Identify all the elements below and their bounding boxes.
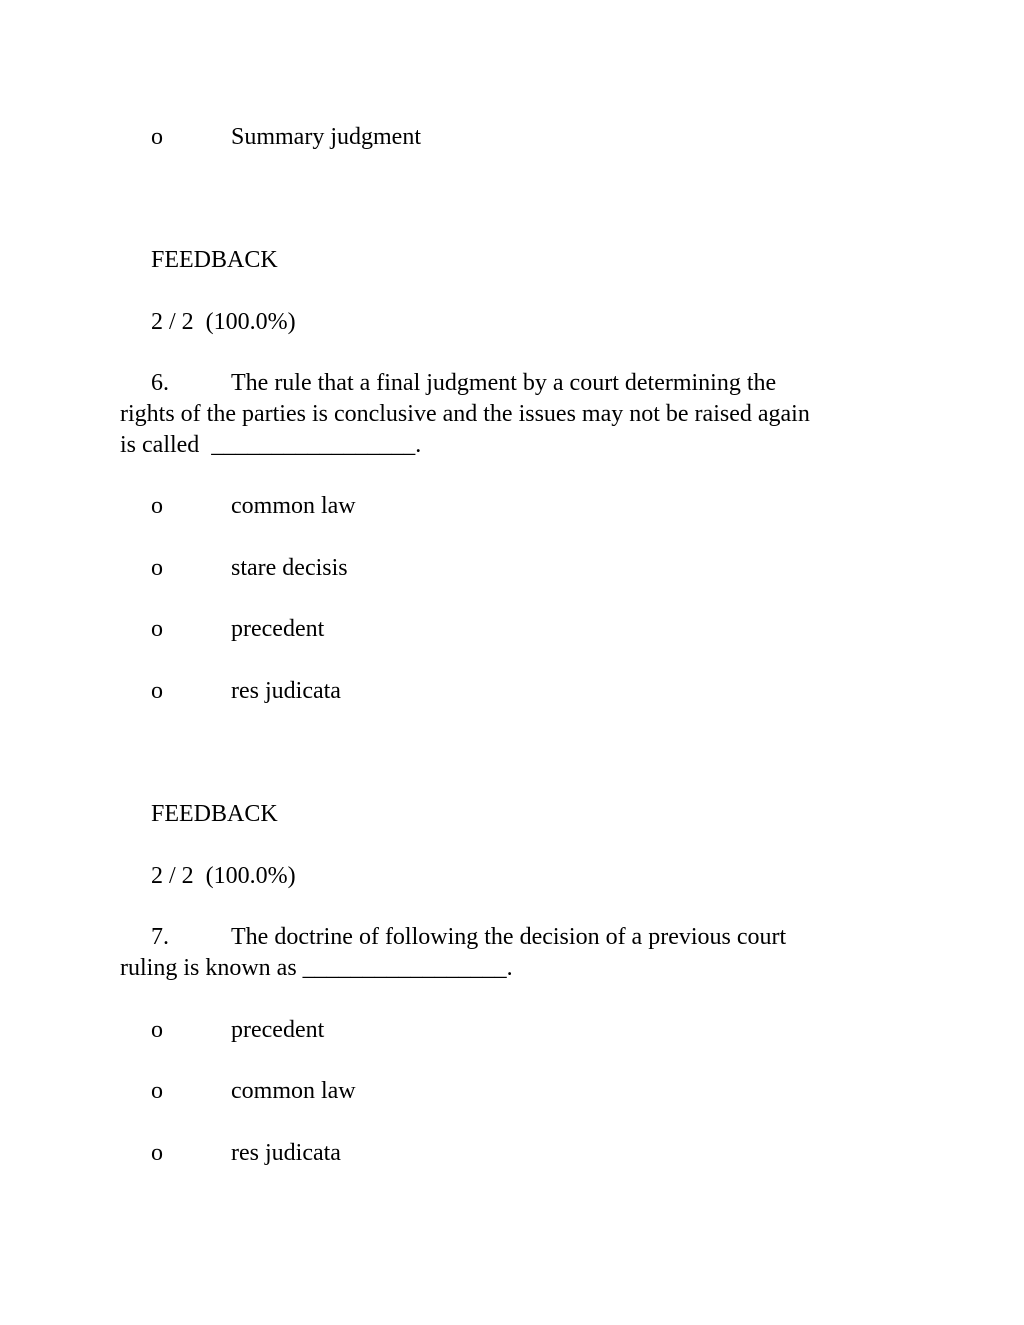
question-text-line: The doctrine of following the decision of a previous court bbox=[231, 924, 787, 950]
option-label: Summary judgment bbox=[231, 124, 421, 150]
option-bullet: o bbox=[151, 124, 163, 150]
option-label: res judicata bbox=[231, 1140, 341, 1166]
option-label: common law bbox=[231, 493, 356, 519]
option-bullet: o bbox=[151, 1017, 163, 1043]
question-text-line: The rule that a final judgment by a court determining the bbox=[231, 370, 777, 396]
feedback-heading: FEEDBACK bbox=[151, 801, 278, 827]
question-text-line: rights of the parties is conclusive and the issues may not be raised again bbox=[120, 401, 810, 427]
option-label: res judicata bbox=[231, 678, 341, 704]
option-bullet: o bbox=[151, 678, 163, 704]
option-label: stare decisis bbox=[231, 555, 348, 581]
question-number: 6. bbox=[151, 370, 169, 396]
question-number: 7. bbox=[151, 924, 169, 950]
option-bullet: o bbox=[151, 616, 163, 642]
option-bullet: o bbox=[151, 555, 163, 581]
feedback-score: 2 / 2 (100.0%) bbox=[151, 309, 296, 335]
feedback-heading: FEEDBACK bbox=[151, 247, 278, 273]
option-bullet: o bbox=[151, 1140, 163, 1166]
option-bullet: o bbox=[151, 1078, 163, 1104]
option-bullet: o bbox=[151, 493, 163, 519]
option-label: precedent bbox=[231, 1017, 325, 1043]
option-label: common law bbox=[231, 1078, 356, 1104]
question-text-line: is called _________________. bbox=[120, 432, 422, 458]
question-text-line: ruling is known as _________________. bbox=[120, 955, 513, 981]
feedback-score: 2 / 2 (100.0%) bbox=[151, 863, 296, 889]
option-label: precedent bbox=[231, 616, 325, 642]
